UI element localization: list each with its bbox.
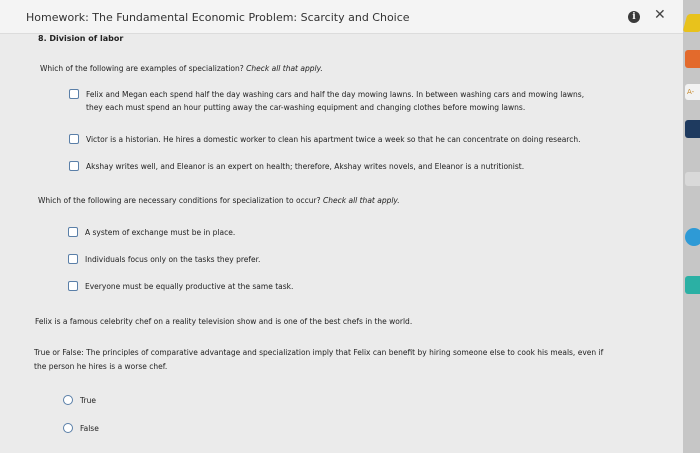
question-1-prompt (40, 64, 323, 73)
q1-option-1-line1: Felix and Megan each spend half the day washing cars and half the day mowing lawns. In between washing cars and mowing lawns, (86, 90, 585, 99)
q1-option-3-label: Akshay writes well, and Eleanor is an expert on health; therefore, Akshay writes novels, and Eleanor is a nutritionist. (86, 162, 525, 171)
section-title: 8. Division of labor (38, 34, 124, 43)
q2-option-3-label: Everyone must be equally productive at the same task. (85, 282, 294, 291)
radio-button[interactable] (63, 423, 73, 433)
help-icon[interactable] (685, 228, 700, 246)
question-2-prompt (38, 196, 400, 205)
question-1-instruction: Check all that apply. (246, 64, 323, 73)
q3-option-true[interactable] (63, 394, 96, 407)
question-panel (0, 34, 683, 453)
checkbox[interactable] (68, 281, 78, 291)
q1-option-3[interactable] (69, 160, 669, 173)
q1-option-1-line2: they each must spend an hour putting away the car-washing equipment and changing clothes before mowing lawns. (86, 103, 526, 112)
q2-option-1-label: A system of exchange must be in place. (85, 228, 236, 237)
question-3-line1: True or False: The principles of comparative advantage and specialization imply that Felix can benefit by hiring someone else to cook his meals, even if (34, 348, 604, 357)
q1-option-2[interactable] (69, 133, 669, 146)
q3-option-false-label: False (80, 424, 99, 433)
radio-button[interactable] (63, 395, 73, 405)
question-2-text: Which of the following are necessary conditions for specialization to occur? (38, 196, 321, 205)
q2-option-2-label: Individuals focus only on the tasks they prefer. (85, 255, 261, 264)
question-2-instruction: Check all that apply. (323, 196, 400, 205)
checkbox[interactable] (68, 227, 78, 237)
dialog-title: Homework: The Fundamental Economic Problem: Scarcity and Choice (26, 11, 410, 24)
side-toolbar (683, 0, 700, 453)
question-3-prompt (34, 346, 679, 374)
q3-option-false[interactable] (63, 422, 99, 435)
tool-icon[interactable] (685, 50, 700, 68)
q1-option-1[interactable] (69, 88, 669, 114)
q1-option-2-label: Victor is a historian. He hires a domestic worker to clean his apartment twice a week so that he can concentrate on doing research. (86, 135, 581, 144)
checkbox[interactable] (68, 254, 78, 264)
question-1-text: Which of the following are examples of specialization? (40, 64, 244, 73)
book-icon[interactable] (685, 120, 700, 138)
checkbox[interactable] (69, 89, 79, 99)
q2-option-2[interactable] (68, 253, 260, 266)
resource-icon[interactable] (685, 276, 700, 294)
scenario-text: Felix is a famous celebrity chef on a reality television show and is one of the best chefs in the world. (35, 317, 413, 326)
checkbox[interactable] (69, 134, 79, 144)
info-icon[interactable]: i (628, 11, 640, 23)
q3-option-true-label: True (80, 396, 96, 405)
text-size-badge[interactable]: A- (685, 84, 700, 100)
audio-icon[interactable] (685, 172, 700, 186)
checkbox[interactable] (69, 161, 79, 171)
dialog-header (0, 0, 683, 34)
q2-option-1[interactable] (68, 226, 235, 239)
close-icon[interactable]: ✕ (654, 7, 666, 23)
pencil-icon[interactable] (683, 14, 700, 32)
question-3-line2: the person he hires is a worse chef. (34, 362, 168, 371)
q2-option-3[interactable] (68, 280, 293, 293)
